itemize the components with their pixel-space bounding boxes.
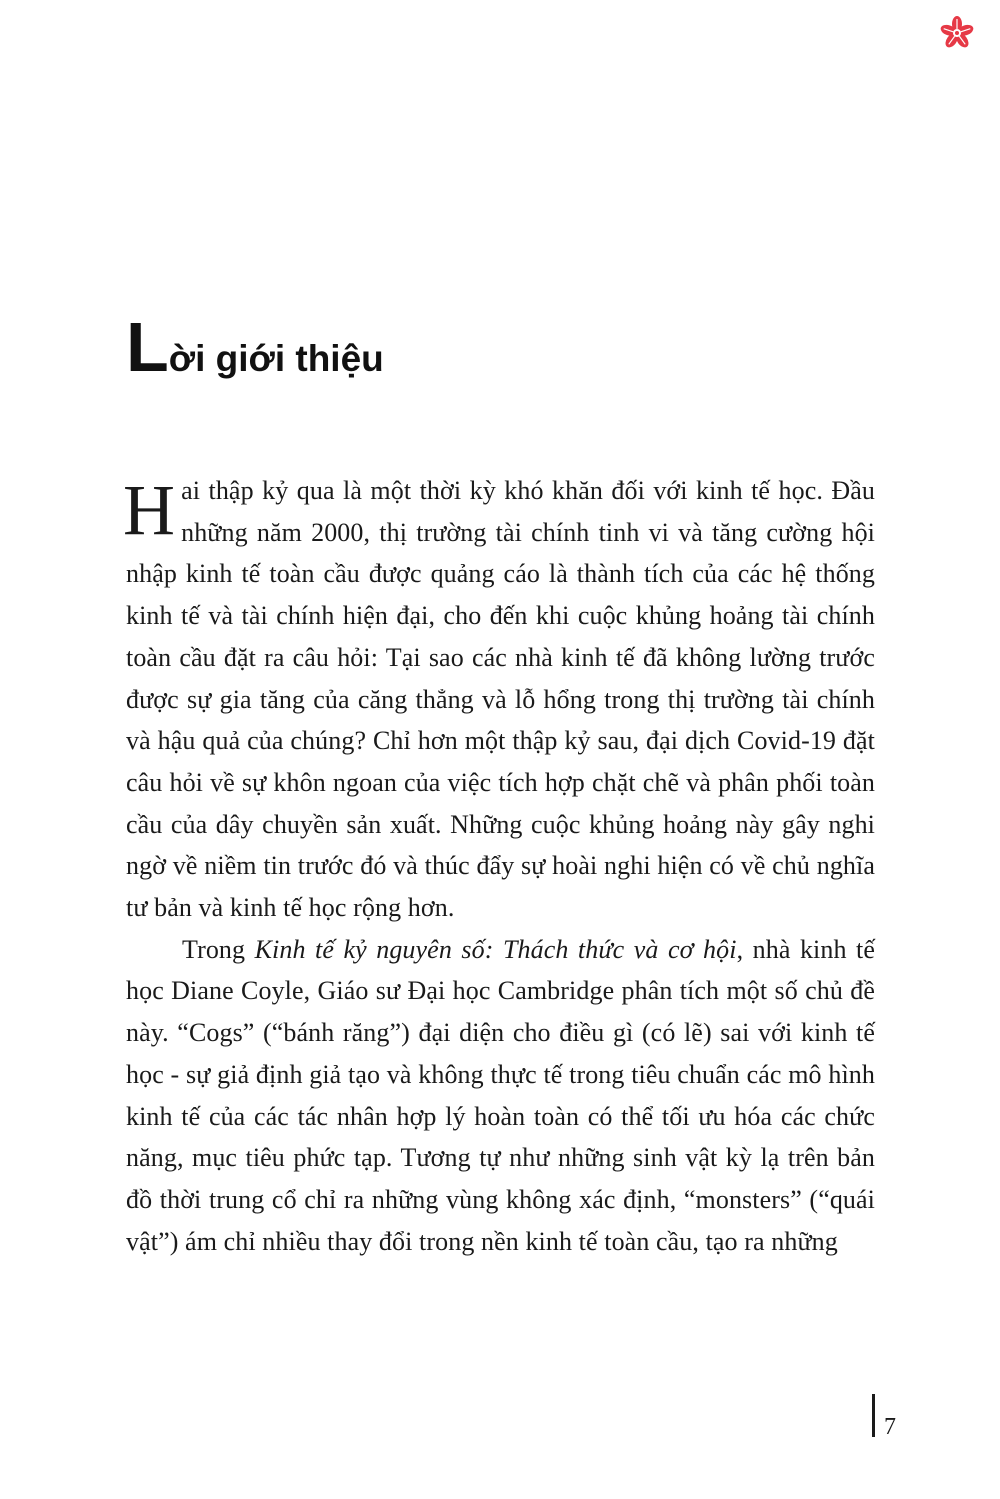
chapter-title bbox=[126, 308, 384, 386]
drop-cap: H bbox=[123, 470, 176, 550]
paragraph-1-text: ai thập kỷ qua là một thời kỳ khó khăn đối với kinh tế học. Đầu những năm 2000, thị trường tài chính tinh vi và tăng cường hội nhập kinh tế toàn cầu được quảng cáo là thành tích của các hệ thống kinh tế và tài chính hiện đại, cho đến khi cuộc khủng hoảng tài chính toàn cầu đặt ra câu hỏi: Tại sao các nhà kinh tế đã không lường trước được sự gia tăng của căng thẳng và lỗ hổng trong thị trường tài chính và hậu quả của chúng? Chỉ hơn một thập kỷ sau, đại dịch Covid-19 đặt câu hỏi về sự khôn ngoan của việc tích hợp chặt chẽ và phân phối toàn cầu của dây chuyền sản xuất. Những cuộc khủng hoảng này gây nghi ngờ về niềm tin trước đó và thúc đẩy sự hoài nghi hiện có về chủ nghĩa tư bản và kinh tế học rộng hơn. bbox=[126, 476, 875, 923]
paragraph-2 bbox=[126, 929, 875, 1263]
chapter-title-text: ời giới thiệu bbox=[168, 338, 384, 379]
page-number: 7 bbox=[884, 1414, 896, 1440]
book-title: Kinh tế kỷ nguyên số: Thách thức và cơ hội bbox=[254, 934, 737, 964]
paragraph-2-rest: , nhà kinh tế học Diane Coyle, Giáo sư Đại học Cambridge phân tích một số chủ đề này. “Cogs” (“bánh răng”) đại diện cho điều gì (có lẽ) sai với kinh tế học - sự giả định giả tạo và không thực tế trong tiêu chuẩn các mô hình kinh tế của các tác nhân hợp lý hoàn toàn có thể tối ưu hóa các chức năng, mục tiêu phức tạp. Tương tự như những sinh vật kỳ lạ trên bản đồ thời trung cổ chỉ ra những vùng không xác định, “monsters” (“quái vật”) ám chỉ nhiều thay đổi trong nền kinh tế toàn cầu, tạo ra những bbox=[126, 934, 876, 1256]
paragraph-2-start: Trong bbox=[182, 934, 255, 964]
paragraph-1 bbox=[123, 470, 875, 929]
chapter-title-initial: L bbox=[126, 308, 168, 386]
flower-icon bbox=[940, 16, 974, 50]
page-number-rule bbox=[872, 1394, 875, 1437]
body-text bbox=[123, 470, 876, 1262]
